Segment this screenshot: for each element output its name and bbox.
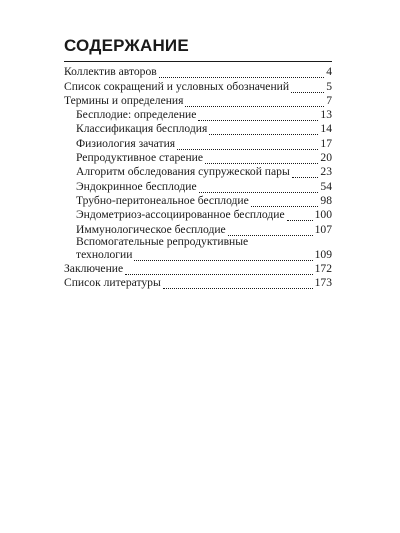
toc-entry-page: 13 bbox=[320, 108, 332, 122]
toc-subentry[interactable] bbox=[76, 150, 332, 164]
toc-entry-page: 173 bbox=[314, 276, 332, 290]
leader-dots bbox=[134, 250, 312, 261]
leader-dots bbox=[209, 124, 318, 135]
toc-entry-label: Список литературы bbox=[64, 276, 161, 290]
toc-entry-page: 5 bbox=[326, 79, 332, 93]
toc-entry-page: 23 bbox=[320, 165, 332, 179]
toc-subentry[interactable] bbox=[76, 135, 332, 149]
toc-subentry[interactable] bbox=[76, 178, 332, 192]
leader-dots bbox=[251, 196, 319, 207]
leader-dots bbox=[159, 67, 324, 78]
toc-entry-page: 98 bbox=[320, 193, 332, 207]
toc-subentry[interactable] bbox=[76, 193, 332, 207]
leader-dots bbox=[125, 264, 312, 275]
leader-dots bbox=[291, 82, 324, 93]
toc-entry[interactable] bbox=[64, 261, 332, 275]
toc-entry-page: 100 bbox=[314, 208, 332, 222]
toc-entry-label: Физиология зачатия bbox=[76, 136, 176, 150]
toc-entry-label: Репродуктивное старение bbox=[76, 151, 204, 165]
toc-entry-label: Иммунологическое бесплодие bbox=[76, 222, 226, 236]
leader-dots bbox=[185, 96, 324, 107]
toc-entry-page: 4 bbox=[326, 65, 332, 79]
leader-dots bbox=[177, 139, 318, 150]
toc-entry-page: 172 bbox=[314, 261, 332, 275]
toc-entry-label: Эндометриоз-ассоциированное бесплодие bbox=[76, 208, 285, 222]
toc-entry-label: Список сокращений и условных обозначений bbox=[64, 79, 290, 93]
toc-subentry[interactable] bbox=[76, 236, 332, 261]
toc-entry-page: 7 bbox=[326, 93, 332, 107]
toc-entry-page: 17 bbox=[320, 136, 332, 150]
toc-entry-label: Термины и определения bbox=[64, 93, 184, 107]
toc-entry-label: Заключение bbox=[64, 261, 124, 275]
toc-entry[interactable] bbox=[64, 64, 332, 78]
toc-entry-label: Трубно-перитонеальное бесплодие bbox=[76, 193, 249, 207]
toc-subentry[interactable] bbox=[76, 164, 332, 178]
toc-entry-page: 107 bbox=[314, 222, 332, 236]
toc-entry-label: Классификация бесплодия bbox=[76, 122, 208, 136]
leader-dots bbox=[228, 225, 313, 236]
toc-entry-page: 109 bbox=[314, 247, 332, 261]
toc-subentry[interactable] bbox=[76, 121, 332, 135]
toc-entry-label-line1: Вспомогательные репродуктивные bbox=[76, 234, 249, 248]
toc-entry-label-line2: технологии bbox=[76, 247, 133, 261]
leader-dots bbox=[198, 110, 318, 121]
toc-entry-label: Эндокринное бесплодие bbox=[76, 179, 197, 193]
toc-entry-label: Бесплодие: определение bbox=[76, 108, 197, 122]
toc-entry[interactable] bbox=[64, 93, 332, 107]
leader-dots bbox=[163, 278, 313, 289]
toc-subentry[interactable] bbox=[76, 107, 332, 121]
toc-entry[interactable] bbox=[64, 275, 332, 289]
leader-dots bbox=[205, 153, 318, 164]
toc-subentry[interactable] bbox=[76, 207, 332, 221]
page-title: СОДЕРЖАНИЕ bbox=[64, 36, 189, 55]
toc-entry-page: 14 bbox=[320, 122, 332, 136]
toc-entry-label: Коллектив авторов bbox=[64, 65, 157, 79]
leader-dots bbox=[292, 167, 319, 178]
toc-entry-page: 54 bbox=[320, 179, 332, 193]
toc-entry-page: 20 bbox=[320, 151, 332, 165]
leader-dots bbox=[287, 210, 313, 221]
toc-entry-label: Алгоритм обследования супружеской пары bbox=[76, 165, 290, 179]
toc-entry[interactable] bbox=[64, 78, 332, 92]
title-underline bbox=[64, 61, 332, 62]
leader-dots bbox=[199, 182, 319, 193]
table-of-contents bbox=[64, 64, 332, 289]
toc-subentry[interactable] bbox=[76, 221, 332, 235]
